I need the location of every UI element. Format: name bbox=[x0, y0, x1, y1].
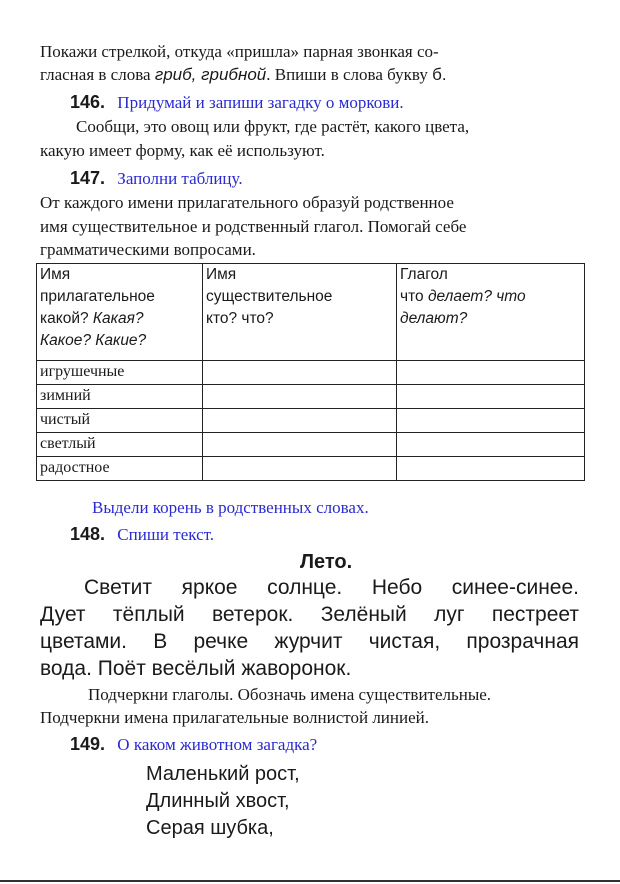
table-cell-adjective: чистый bbox=[37, 409, 203, 433]
table-cell-noun-blank[interactable] bbox=[203, 361, 397, 385]
exercise-147-footer bbox=[92, 498, 369, 518]
exercise-147-header bbox=[70, 168, 243, 189]
table-cell-adjective: светлый bbox=[37, 433, 203, 457]
table-header-noun: Имя существительное кто? что? bbox=[203, 264, 397, 361]
table-cell-noun-blank[interactable] bbox=[203, 385, 397, 409]
intro-letter: б. bbox=[432, 65, 447, 84]
table-cell-verb-blank[interactable] bbox=[397, 361, 585, 385]
exercise-146-text-1: Сообщи, это овощ или фрукт, где растёт, какого цвета, bbox=[76, 117, 470, 136]
exercise-147-text-1: От каждого имени прилагательного образуй родственное bbox=[40, 193, 454, 212]
table-cell-verb-blank[interactable] bbox=[397, 385, 585, 409]
exercise-146-number: 146. bbox=[70, 92, 106, 112]
text-line-3: цветами. В речке журчит чистая, прозрачная bbox=[40, 630, 579, 653]
exercise-147-footer-text: Выдели корень в родственных словах. bbox=[92, 498, 369, 517]
exercise-148-instruction-1: Подчеркни глаголы. Обозначь имена существительные. bbox=[88, 685, 492, 704]
exercise-149-task: О каком животном загадка? bbox=[117, 735, 318, 754]
table-row bbox=[37, 433, 585, 457]
text-line-1: Светит яркое солнце. Небо синее-синее. bbox=[84, 576, 579, 599]
text-line-4: вода. Поёт весёлый жаворонок. bbox=[40, 657, 352, 680]
table-row bbox=[37, 409, 585, 433]
word-table bbox=[36, 263, 585, 481]
exercise-149-number: 149. bbox=[70, 734, 106, 754]
table-row bbox=[37, 457, 585, 481]
exercise-146-task: Придумай и запиши загадку о моркови. bbox=[117, 93, 404, 112]
intro-text-2b: . Впиши в слова букву bbox=[266, 65, 433, 84]
intro-line-2 bbox=[40, 65, 447, 85]
intro-example-words: гриб, грибной bbox=[154, 65, 267, 84]
exercise-148-task: Спиши текст. bbox=[117, 525, 215, 544]
table-cell-verb-blank[interactable] bbox=[397, 433, 585, 457]
exercise-148-number: 148. bbox=[70, 524, 106, 544]
exercise-147-line-3 bbox=[40, 240, 256, 260]
text-title: Лето. bbox=[300, 551, 353, 573]
table-cell-adjective: игрушечные bbox=[37, 361, 203, 385]
table-header-verb: Глагол что делает? что делают? bbox=[397, 264, 585, 361]
intro-text-2a: гласная в слова bbox=[40, 65, 155, 84]
table-cell-adjective: радостное bbox=[37, 457, 203, 481]
exercise-147-text-2: имя существительное и родственный глагол. Помогай себе bbox=[40, 217, 467, 236]
intro-line-1 bbox=[40, 42, 439, 62]
table-cell-noun-blank[interactable] bbox=[203, 433, 397, 457]
page-bottom-rule bbox=[0, 880, 620, 882]
riddle-line-2: Длинный хвост, bbox=[146, 790, 290, 812]
table-row bbox=[37, 385, 585, 409]
riddle-line-3: Серая шубка, bbox=[146, 817, 274, 839]
text-line-2: Дует тёплый ветерок. Зелёный луг пестреет bbox=[40, 603, 579, 626]
exercise-147-task: Заполни таблицу. bbox=[117, 169, 243, 188]
exercise-146-text-2: какую имеет форму, как её используют. bbox=[40, 141, 325, 160]
exercise-147-number: 147. bbox=[70, 168, 106, 188]
exercise-146-line-2 bbox=[40, 141, 325, 161]
exercise-146-line-1 bbox=[76, 117, 469, 137]
table-cell-verb-blank[interactable] bbox=[397, 409, 585, 433]
exercise-149-header bbox=[70, 734, 317, 755]
table-row bbox=[37, 361, 585, 385]
exercise-147-line-1 bbox=[40, 193, 454, 213]
riddle-line-1: Маленький рост, bbox=[146, 763, 300, 785]
exercise-147-line-2 bbox=[40, 217, 466, 237]
exercise-148-instruction-2: Подчеркни имена прилагательные волнистой линией. bbox=[40, 708, 429, 727]
table-header-row bbox=[37, 264, 585, 361]
exercise-148-header bbox=[70, 524, 214, 545]
table-cell-adjective: зимний bbox=[37, 385, 203, 409]
intro-text-1: Покажи стрелкой, откуда «пришла» парная звонкая со- bbox=[40, 42, 439, 61]
table-cell-noun-blank[interactable] bbox=[203, 409, 397, 433]
table-header-adjective: Имя прилагательное какой? Какая? Какое? Какие? bbox=[37, 264, 203, 361]
table-cell-verb-blank[interactable] bbox=[397, 457, 585, 481]
exercise-147-text-3: грамматическими вопросами. bbox=[40, 240, 256, 259]
exercise-146-header bbox=[70, 92, 404, 113]
table-cell-noun-blank[interactable] bbox=[203, 457, 397, 481]
